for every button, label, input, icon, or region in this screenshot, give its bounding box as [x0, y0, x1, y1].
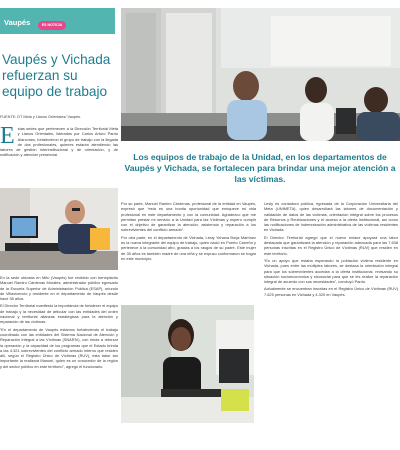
intro-text: stas sedes que pertenecen a la Dirección Territorial Meta y Llanos Orientales, liderados por Carlos Arturo Pardo Alarcones, fortalecieron el grupo de trabajo con la llegada de dos profesionales, quienes estarán atendiendo las labores de gestión interinstitucional y de orientación, y de notificación y atención presencial.	[0, 126, 118, 158]
section-tag: Vaupés	[4, 18, 31, 27]
paragraph: En la sede ubicada en Mitú (Vaupés) fue recibido con beneplácito Manuel Ramiro Cárdenas Morales, administrador público egresado de la Escuela Superior de Administración Pública (ESAP), oriundo de Villavicencio y residente en el departamento de Vaupés desde hace 35 años.	[0, 275, 118, 302]
article-headline: Vaupés y Vichada refuerzan su equipo de trabajo	[2, 52, 111, 99]
paragraph: Actualmente se encuentran inscritas en el Registro Único de Víctimas (RUV) 7.625 personas en Vichada y 4.320 en Vaupés.	[264, 286, 398, 297]
drop-cap: E	[0, 123, 15, 149]
paragraph: “En el departamento de Vaupés estamos fortaleciendo el trabajo coordinado con las entidades del Sistema Nacional de Atención y Reparación Integral a las Víctimas (SNARIV), con miras a reforzar la operación y la capacidad de los programas que el Estado brinda a las 4.321 sobrevivientes del conflicto armado interno que residen allí, según el Registro Único de Víctimas (RUV), esta labor tan importante la realizará Manuel, quien es un conocedor de la región y del sector público en este territorio”, agregó el funcionario.	[0, 326, 118, 369]
paragraph: Por otra parte, en el departamento de Vichada, Lesly Yohana Borja Martínez es la nueva integrante del equipo de trabajo, quien nació en Puerto Carreño y pertenece a la comunidad afro, gracias a los rasgos de su padre. Este mujer de 35 años es también madre de una niña y se expuso conformaron se hogar en este municipio.	[121, 234, 256, 261]
team-office-photo	[121, 8, 400, 141]
paragraph: Lesly es contadora pública, egresada de la Corporación Universitaria del Meta (UNIMETA), quien desarrollará las labores de documentación y validación de datos de las víctimas, orientación integral sobre los procesos de Retornos y Reubicaciones y el acceso a la oferta institucional, así como las notificaciones de indemnización administrativa de las víctimas residentes en Vichada.	[264, 201, 398, 233]
team-office-illustration	[121, 8, 400, 141]
paragraph: El Director Territorial manifestó la importancia de fortalecer el equipo de trabajo y la necesidad de articular con las entidades del orden nacional y territorial alianzas estratégicas para la atención y reparación de las víctimas.	[0, 303, 118, 325]
woman-at-computer-illustration	[121, 305, 254, 423]
article-column-middle	[121, 201, 256, 263]
article-intro	[0, 123, 118, 158]
man-at-computer-illustration	[0, 188, 118, 270]
paragraph: “Es un apoyo que estaba esperando la población víctima residente en Vichada, pues entre las múltiples labores, se destaca la orientación integral para que los sobrevivientes accedan a la oferta institucional, revisando su situación socioeconómica y sicosocial para que se les realice la reparación integral de acuerdo con sus necesidades”, concluyó Pardo.	[264, 257, 398, 285]
article-column-right	[264, 201, 398, 299]
photo-caption: Los equipos de trabajo de la Unidad, en los departamentos de Vaupés y Vichada, se fortalecen para brindar una mejor atención a las víctimas.	[124, 152, 396, 184]
manuel-desk-photo	[0, 188, 118, 270]
news-badge: ES NOTICIA	[38, 21, 66, 30]
article-column-left	[0, 275, 118, 371]
article-source: FUENTE: DT Meta y Llanos Orientales/ Vaupés.	[0, 115, 82, 119]
paragraph: Por su parte, Manuel Ramiro Cárdenas, profesional de la entidad en Vaupés, expresó que “esta es una bonita oportunidad que enriquece mi vida profesional en este departamento y con la comunidad. Agradezco que me permitan prestar mi servicio a la Unidad para las Víctimas y espero cumplir con el objetivo de garantizar la atención, asistencia y reparación a los sobrevivientes del conflicto armado”.	[121, 201, 256, 233]
paragraph: El Director Territorial agregó que el nuevo enlace apoyará una labor destacada que garantizará la atención y reparación adecuada para las 7.638 personas inscritas en el Registro Único de Víctimas (RUV) que residen en este territorio.	[264, 234, 398, 256]
lesly-desk-photo	[121, 305, 254, 423]
